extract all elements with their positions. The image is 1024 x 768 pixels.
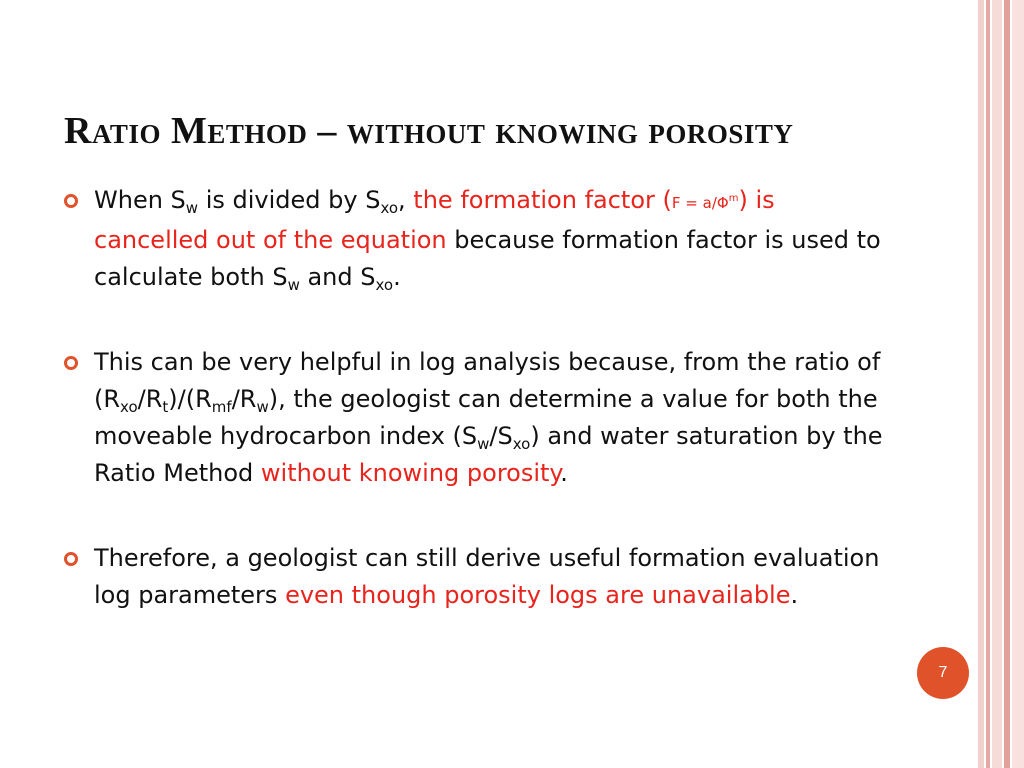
bullet-item: Therefore, a geologist can still derive useful formation evaluation log parameters even though porosity logs are unavailable. [64,540,884,614]
formula: $F = a/\Phi^m$ [671,193,739,212]
bullet-circle-icon [64,194,78,208]
highlight-text: even though porosity logs are unavailable [285,581,791,609]
decorative-border [978,0,1024,768]
border-stripe [1004,0,1010,768]
highlight-text: the formation factor [413,186,655,214]
border-stripe [1012,0,1024,768]
bullet-circle-icon [64,356,78,370]
border-stripe [992,0,1002,768]
page-number-badge: 7 [917,647,969,699]
highlight-text: is cancelled out of the equation [94,186,775,254]
border-stripe [978,0,984,768]
slide-title: Ratio Method – without knowing porosity [64,110,794,152]
border-stripe [986,0,990,768]
highlight-text: without knowing porosity [260,459,561,487]
bullet-list [64,182,884,614]
bullet-item: This can be very helpful in log analysis because, from the ratio of $(R_{xo}/R_t)/(R_{mf}/R_w)$, the geologist can determine a value for both the moveable hydrocarbon index $(S_w/S_{xo})$ and water saturation by the Ratio Method without knowing porosity. [64,344,884,492]
bullet-item: When $S_w$ is divided by $S_{xo}$, the formation factor $(F = a/\Phi^m)$ is cancelled out of the equation because formation factor is used to calculate both $S_w$ and $S_{xo}$. [64,182,884,296]
bullet-circle-icon [64,552,78,566]
